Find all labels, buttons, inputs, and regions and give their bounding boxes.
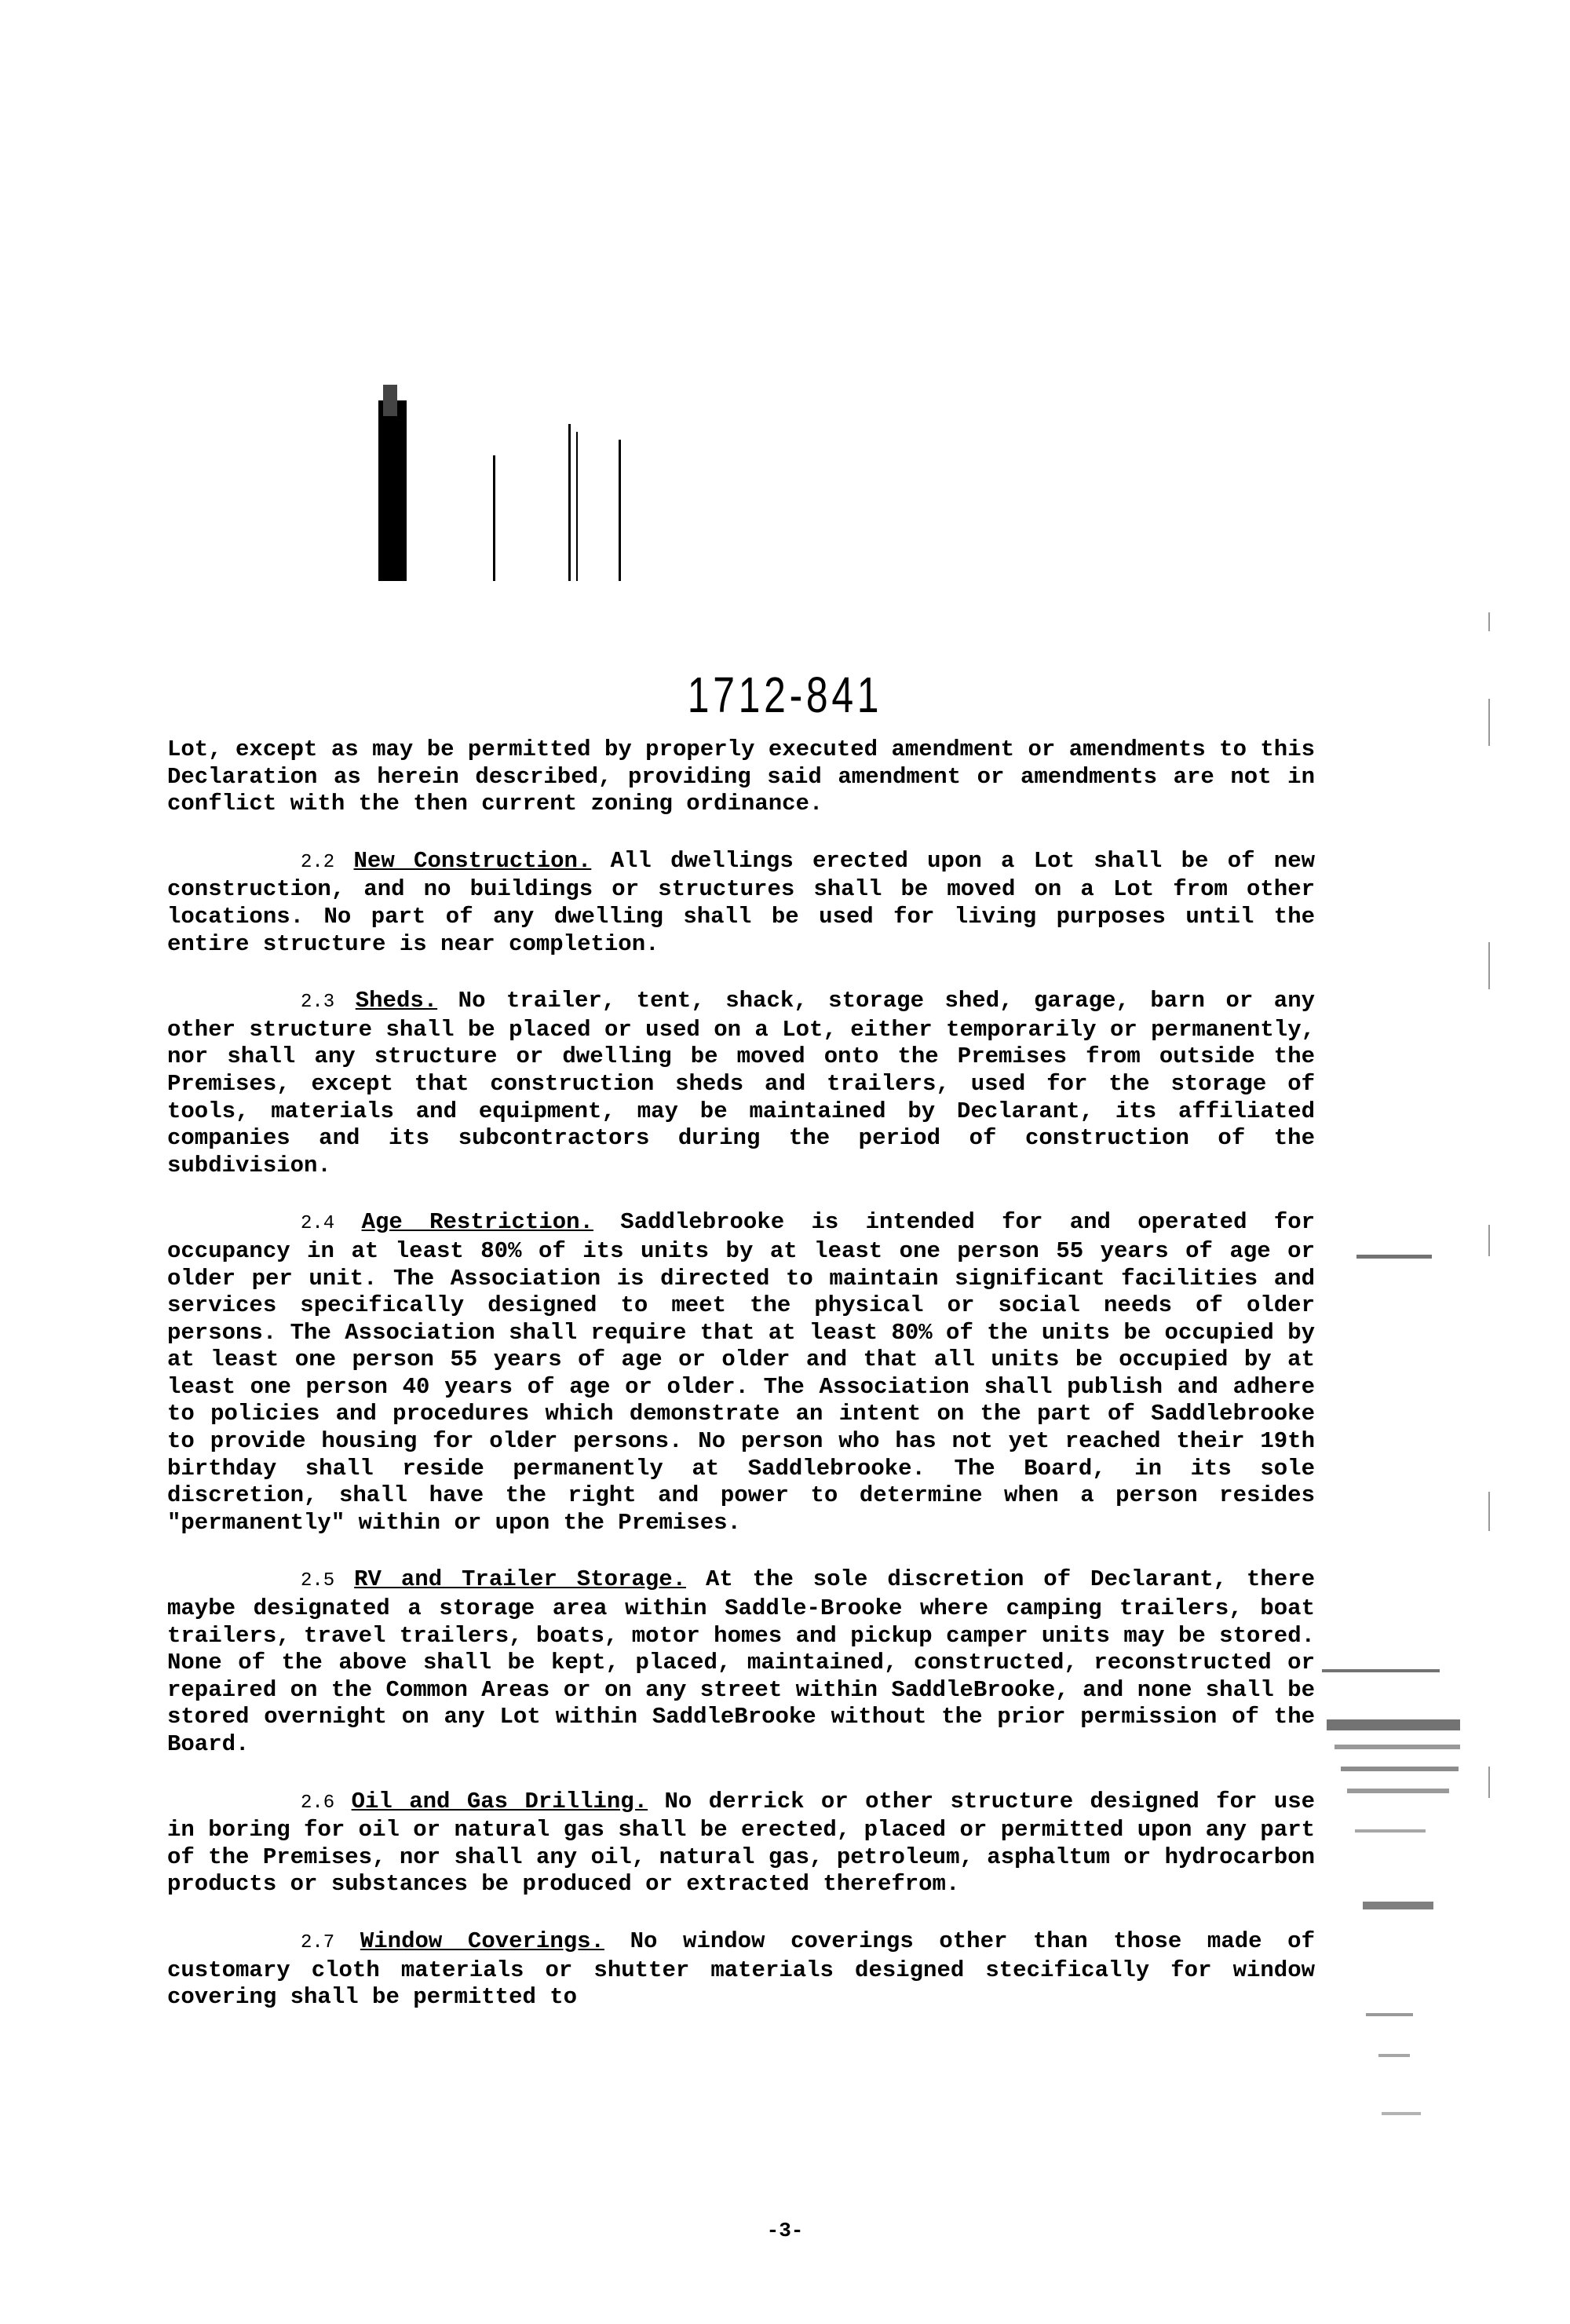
section-text: No trailer, tent, shack, storage shed, garage, barn or any other structure shall be placed or used on a Lot, either temporarily or permanently, nor shall any structure or dwelling be moved onto the Premises from outside the Premises, except that construction sheds and trailers, used for the storage of tools, materials and equipment, may be maintained by Declarant, its affiliated companies and its subcontractors during the period of construction of the subdivision. xyxy=(167,988,1315,1178)
scan-artifact xyxy=(1327,1719,1460,1730)
margin-line xyxy=(1488,699,1490,746)
section-heading: Sheds. xyxy=(355,988,438,1014)
section-text: Saddlebrooke is intended for and operated for occupancy in at least 80% of its units by at least one person 55 years of age or older per unit. The Association is directed to maintain significant facilities and services specifically designed to meet the physical or social needs of older persons. The Association shall require that at least 80% of the units be occupied by at least one person 55 years of age or older and that all units be occupied by at least one person 40 years of age or older. The Association shall publish and adhere to policies and procedures which demonstrate an intent on the part of Saddlebrooke to provide housing for older persons. No person who has not yet reached their 19th birthday shall reside permanently at Saddlebrooke. The Board, in its sole discretion, shall have the right and power to determine when a person resides "permanently" within or upon the Premises. xyxy=(167,1209,1316,1536)
section-number: 2.4 xyxy=(301,1213,335,1235)
scan-artifact xyxy=(1363,1902,1433,1909)
document-body xyxy=(167,736,1315,2012)
section-text: All dwellings erected upon a Lot shall be of new construction, and no buildings or structures shall be moved on a Lot from other locations. No part of any dwelling shall be used for living purposes until the entire structure is near completion. xyxy=(167,847,1316,957)
section-text: No derrick or other structure designed for use in boring for oil or natural gas shall be erected, placed or permitted upon any part of the Premises, nor shall any oil, natural gas, petroleum, asphaltum or hydrocarbon products or substances be produced or extracted therefrom. xyxy=(167,1788,1315,1898)
section-text: No window coverings other than those made of customary cloth materials or shutter materials designed stecifically for window covering shall be permitted to xyxy=(167,1928,1315,2011)
margin-line xyxy=(1488,1492,1490,1531)
section-number: 2.2 xyxy=(301,851,335,873)
section-heading: Age Restriction. xyxy=(361,1209,593,1236)
section-heading: Window Coverings. xyxy=(360,1928,604,1954)
section-text: At the sole discretion of Declarant, there maybe designated a storage area within Saddle-Brooke where camping trailers, boat trailers, travel trailers, boats, motor homes and pickup camper units may be stored. None of the above shall be kept, placed, maintained, constructed, reconstructed or repaired on the Common Areas or on any street within SaddleBrooke, and none shall be stored overnight on any Lot within SaddleBrooke without the prior permission of the Board. xyxy=(167,1566,1316,1757)
scan-artifact xyxy=(1334,1745,1460,1749)
margin-line xyxy=(1488,1767,1490,1798)
scan-artifact xyxy=(1366,2013,1413,2016)
scan-artifact xyxy=(1347,1789,1449,1793)
section-heading: Oil and Gas Drilling. xyxy=(351,1788,648,1814)
opening-paragraph: Lot, except as may be permitted by properly executed amendment or amendments to this Declaration as herein described, providing said amendment or amendments are not in conflict with the then current zoning ordinance. xyxy=(167,736,1315,817)
section-number: 2.3 xyxy=(301,992,335,1014)
section-heading: New Construction. xyxy=(353,847,592,874)
margin-line xyxy=(1488,612,1490,631)
recording-stamp-marks xyxy=(375,369,626,581)
section-2-5 xyxy=(167,1566,1315,1758)
scan-artifact xyxy=(1382,2112,1421,2115)
section-number: 2.5 xyxy=(301,1570,335,1592)
margin-line xyxy=(1488,942,1490,989)
scan-artifact xyxy=(1355,1829,1426,1833)
scan-artifact xyxy=(1322,1669,1440,1672)
section-2-3 xyxy=(167,988,1315,1179)
section-number: 2.7 xyxy=(301,1931,335,1953)
scan-artifact xyxy=(1378,2054,1410,2057)
section-2-2 xyxy=(167,848,1315,958)
scan-artifact xyxy=(1356,1255,1432,1259)
section-2-7 xyxy=(167,1928,1315,2012)
section-2-4 xyxy=(167,1209,1315,1537)
margin-line xyxy=(1488,1225,1490,1256)
scan-artifact xyxy=(1341,1767,1459,1771)
section-heading: RV and Trailer Storage. xyxy=(354,1566,686,1593)
recording-number: 1712-841 xyxy=(687,667,883,723)
section-2-6 xyxy=(167,1789,1315,1898)
section-number: 2.6 xyxy=(301,1792,335,1814)
page-number: -3- xyxy=(766,2219,804,2242)
